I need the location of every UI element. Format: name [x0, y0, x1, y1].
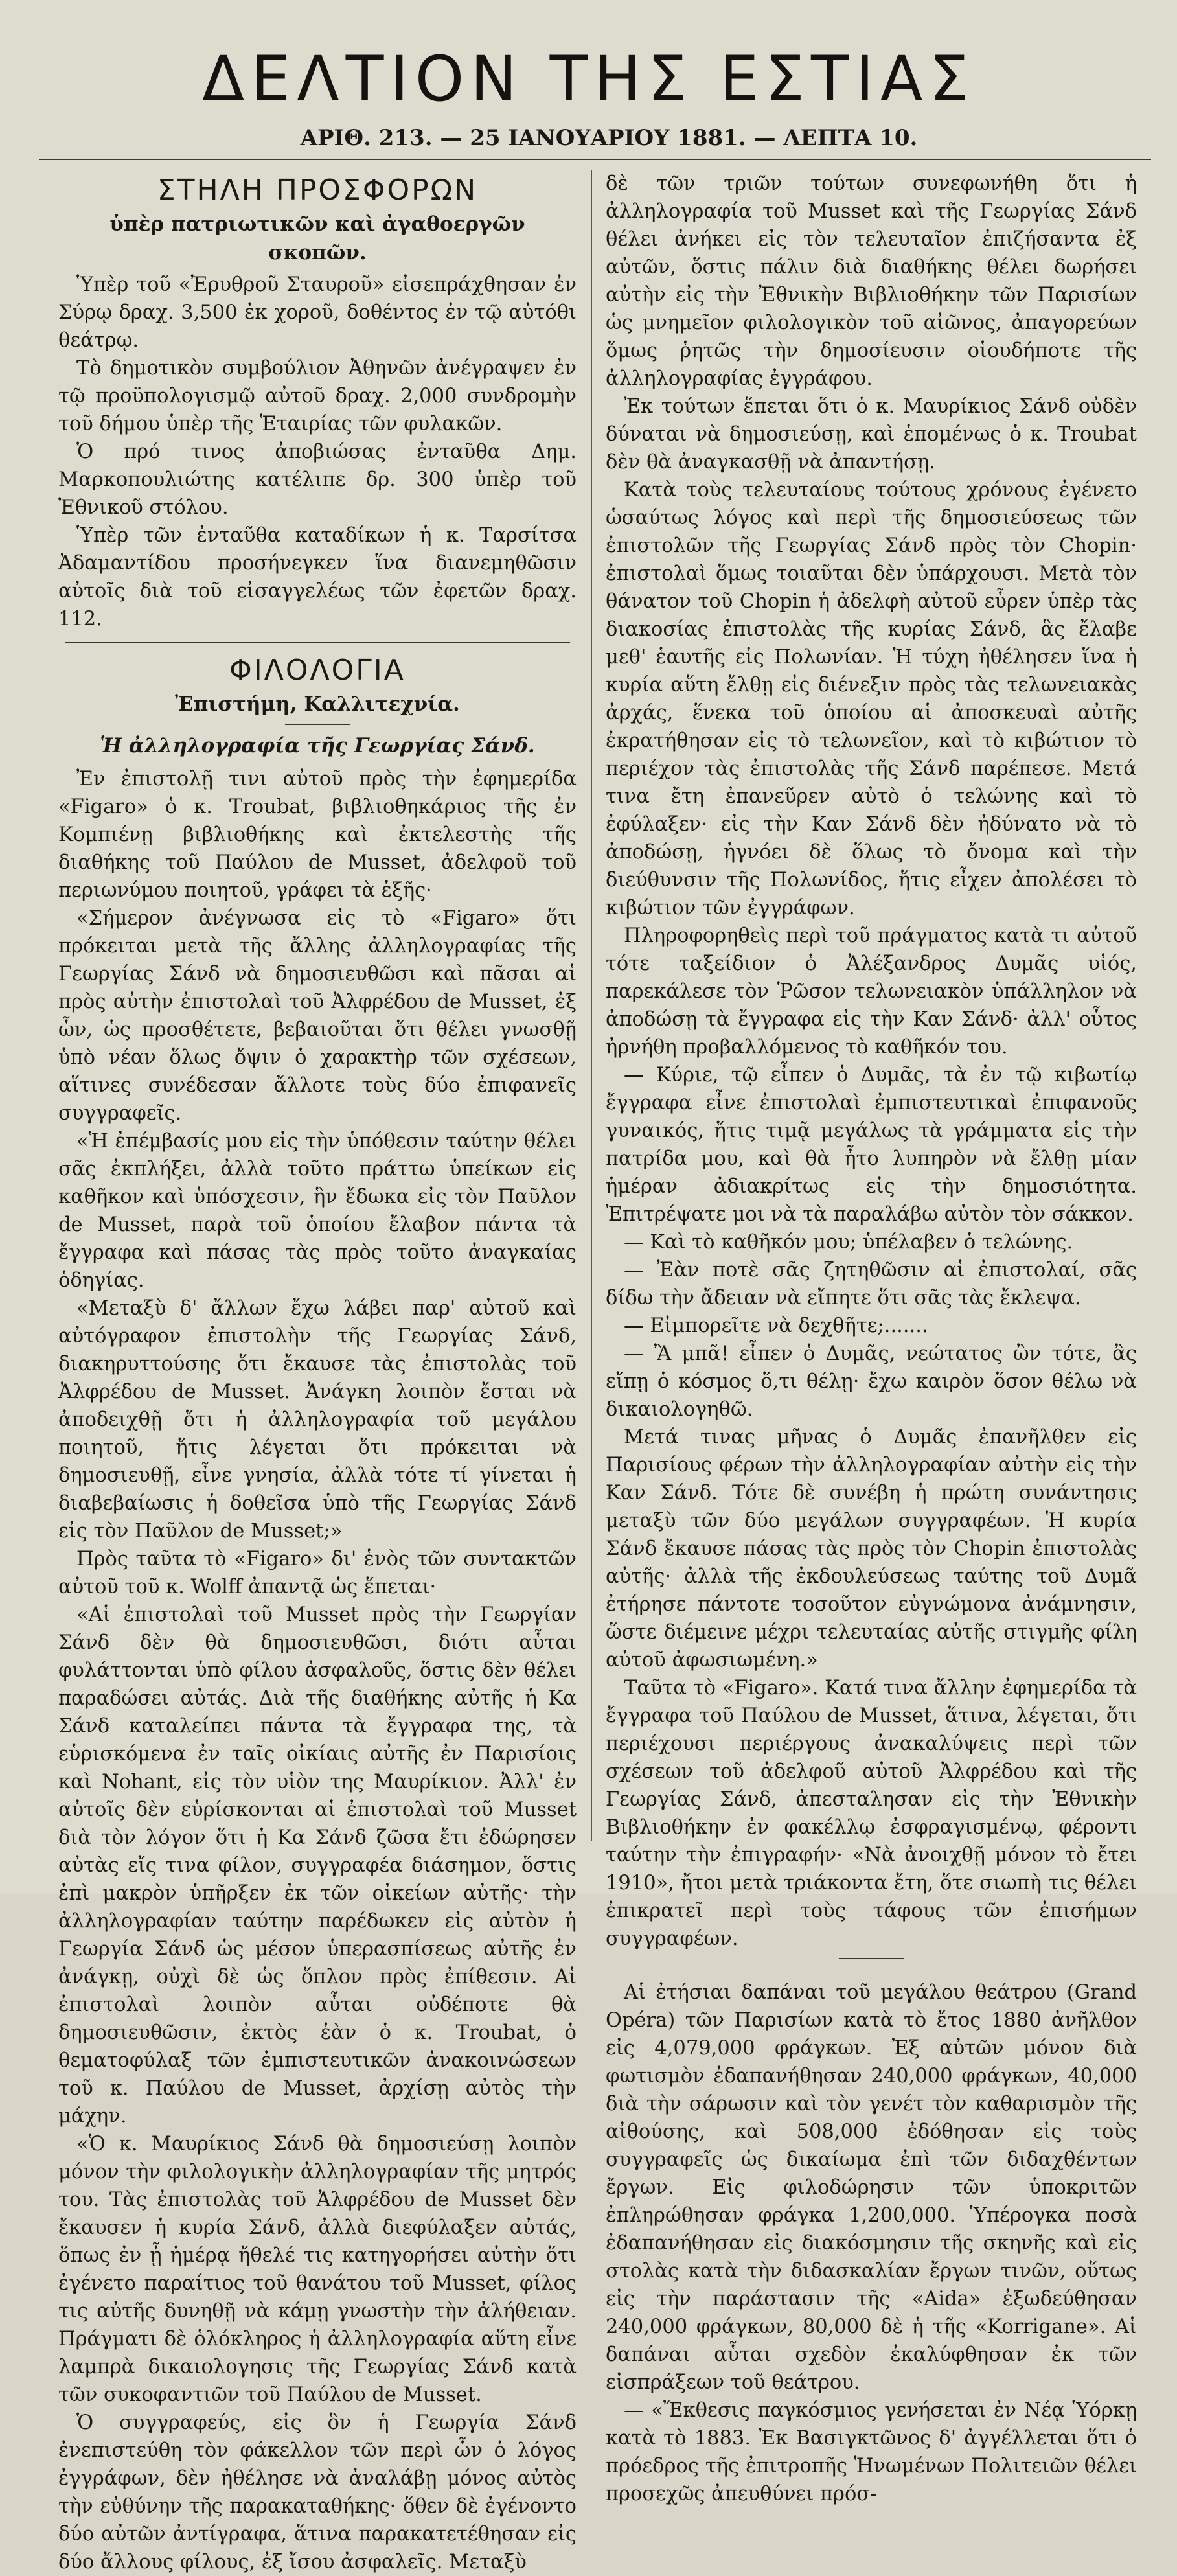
article-paragraph: «Ὁ κ. Μαυρίκιος Σάνδ θὰ δημοσιεύσῃ λοιπὸν μόνον τὴν φιλολογικὴν ἀλληλογραφίαν τῆς μητρός του. Τὰς ἐπιστολὰς τοῦ Ἀλφρέδου de Musset δὲν ἔκαυσεν ἡ κυρία Σάνδ, ἀλλὰ διεφύλαξεν αὐτάς, ὅπως ἐν ᾗ ἡμέρᾳ ἤθελέ τις κατηγορήσει αὐτὴν ὅτι ἐγένετο παραίτιος τοῦ θανάτου τοῦ Musset, φίλος τις αὐτῆς δυνηθῇ νὰ κάμῃ γνωστὴν τὴν ἀλήθειαν. Πράγματι δὲ ὁλόκληρος ἡ ἀλληλογραφία αὕτη εἶνε λαμπρὰ δικαιολογησις τῆς Γεωργίας Σάνδ κατὰ τῶν συκοφαντιῶν τοῦ Παύλου de Musset. [58, 2133, 577, 2406]
philology-heading: ΦΙΛΟΛΟΓΙΑ [229, 654, 406, 687]
left-column [58, 170, 577, 2573]
short-divider [285, 724, 350, 725]
article-paragraph: Ἐν ἐπιστολῇ τινι αὐτοῦ πρὸς τὴν ἐφημερίδα «Figaro» ὁ κ. Troubat, βιβλιοθηκάριος τῆς ἐν Κομπιένῃ βιβλιοθήκης καὶ ἐκτελεστὴς τῆς διαθήκης τοῦ Παύλου de Musset, ἀδελφοῦ τοῦ περιωνύμου ποιητοῦ, γράφει τὰ ἑξῆς· [58, 768, 577, 902]
issue-line: ΑΡΙΘ. 213. — 25 ΙΑΝΟΥΑΡΙΟΥ 1881. — ΛΕΠΤΑ 10. [300, 125, 918, 151]
article-paragraph: Κατὰ τοὺς τελευταίους τούτους χρόνους ἐγένετο ὡσαύτως λόγος καὶ περὶ τῆς δημοσιεύσεως τῶν ἐπιστολῶν τῆς Γεωργίας Σάνδ πρὸς τὸν Chopin· ἐπιστολαὶ ὅμως τοιαῦται δὲν ὑπάρχουσι. Μετὰ τὸν θάνατον τοῦ Chopin ἡ ἀδελφὴ αὐτοῦ εὗρεν ὑπὲρ τὰς διακοσίας ἐπιστολὰς τῆς κυρίας Σάνδ, ἃς ἔλαβε μεθ' ἑαυτῆς εἰς Πολωνίαν. Ἡ τύχη ἠθέλησεν ἵνα ἡ κυρία αὕτη ἔλθῃ εἰς διένεξιν πρὸς τὰς τελωνειακὰς ἀρχάς, ἕνεκα τοῦ ὁποίου αἱ ἀποσκευαὶ αὐτῆς ἐκρατήθησαν εἰς τὸ τελωνεῖον, καὶ τὸ κιβώτιον τὸ περιέχον τὰς ἐπιστολὰς τῆς Σάνδ παρέπεσε. Μετά τινα ἔτη ἐπανεῦρεν αὐτὸ ὁ τελώνης καὶ τὸ ἐφύλαξεν· εἰς τὴν Καν Σάνδ δὲν ἠδύνατο νὰ τὸ ἀποδώσῃ, ἠγνόει δὲ ὅλως τὸ ὄνομα καὶ τὴν διεύθυνσιν τῆς Πολωνίδος, ἥτις εἶχεν ἀπολέσει τὸ κιβώτιον τῶν ἐγγράφων. [606, 479, 1137, 919]
dialogue-line: — Καὶ τὸ καθῆκόν μου; ὑπέλαβεν ὁ τελώνης. [624, 1231, 1073, 1254]
offers-item: Ὑπὲρ τοῦ «Ἐρυθροῦ Σταυροῦ» εἰσεπράχθησαν ἐν Σύρῳ δραχ. 3,500 ἐκ χοροῦ, δοθέντος ἐν τῷ αὐτόθι θεάτρῳ. [58, 273, 577, 352]
philology-subheading: Ἐπιστήμη, Καλλιτεχνία. [175, 693, 460, 716]
article-paragraph: Πρὸς ταῦτα τὸ «Figaro» δι' ἑνὸς τῶν συντακτῶν αὐτοῦ τοῦ κ. Wolff ἀπαντᾷ ὡς ἕπεται· [58, 1548, 577, 1598]
article-paragraph: «Αἱ ἐπιστολαὶ τοῦ Musset πρὸς τὴν Γεωργίαν Σάνδ δὲν θὰ δημοσιευθῶσι, διότι αὗται φυλάττονται ὑπὸ φίλου ἀσφαλοῦς, ὅστις δὲν θέλει παραδώσει αὐτάς. Διὰ τῆς διαθήκης αὐτῆς ἡ Κα Σάνδ καταλείπει πάντα τὰ ἔγγραφα της, τὰ εὑρισκόμενα ἐν ταῖς οἰκίαις αὐτῆς ἐν Παρισίοις καὶ Nohant, εἰς τὸν υἱὸν της Μαυρίκιον. Ἀλλ' ἐν αὐτοῖς δὲν εὑρίσκονται αἱ ἐπιστολαὶ τοῦ Musset διὰ τὸν λόγον ὅτι ἡ Κα Σάνδ ζῶσα ἔτι ἐδώρησεν αὐτὰς εἴς τινα φίλον, συγγραφέα διάσημον, ὅστις ἐπὶ μακρὸν ὑπῆρξεν ἐκ τῶν οἰκείων αὐτῆς· τὴν ἀλληλογραφίαν ταύτην παρέδωκεν εἰς αὐτὸν ἡ Γεωργία Σάνδ ὡς μέσον ὑπερασπίσεως αὐτῆς ἐν ἀνάγκῃ, οὐχὶ δὲ ὡς ὅπλον πρὸς ἐπίθεσιν. Αἱ ἐπιστολαὶ λοιπὸν αὗται οὐδέποτε θὰ δημοσιευθῶσιν, ἐκτὸς ἐὰν ὁ κ. Troubat, ὁ θεματοφύλαξ τῶν ἐμπιστευτικῶν ἀνακοινώσεων τοῦ κ. Παύλου de Musset, ἀρχίσῃ αὐτὸς τὴν μάχην. [58, 1604, 577, 2128]
dialogue-line: — Ἂ μπᾶ! εἶπεν ὁ Δυμᾶς, νεώτατος ὢν τότε, ἂς εἴπῃ ὁ κόσμος ὅ,τι θέλῃ· ἔχω καιρὸν ὅσον θέλω νὰ δικαιολογηθῶ. [606, 1342, 1137, 1421]
article-paragraph: «Μεταξὺ δ' ἄλλων ἔχω λάβει παρ' αὐτοῦ καὶ αὐτόγραφον ἐπιστολὴν τῆς Γεωργίας Σάνδ, διακηρυττούσης ὅτι ἔκαυσε τὰς ἐπιστολὰς τοῦ Ἀλφρέδου de Musset. Ἀνάγκη λοιπὸν ἔσται νὰ ἀποδειχθῇ ὅτι ἡ ἀλληλογραφία τοῦ μεγάλου ποιητοῦ, ἥτις λέγεται ὅτι πρόκειται νὰ δημοσιευθῇ, εἶνε γνησία, ἀλλὰ τότε τί γίνεται ἡ διαβεβαίωσις ἡ δοθεῖσα ὑπὸ τῆς Γεωργίας Σάνδ εἰς τὸν Παῦλον de Musset;» [58, 1297, 577, 1543]
article-paragraph: «Σήμερον ἀνέγνωσα εἰς τὸ «Figaro» ὅτι πρόκειται μετὰ τῆς ἄλλης ἀλληλογραφίας τῆς Γεωργίας Σάνδ νὰ δημοσιευθῶσι καὶ πᾶσαι αἱ πρὸς αὐτὴν ἐπιστολαὶ τοῦ Ἀλφρέδου de Musset, ἐξ ὧν, ὡς προσθέτετε, βεβαιοῦται ὅτι θέλει γνωσθῇ ὑπὸ νέαν ὅλως ὄψιν ὁ χαρακτὴρ τῶν σχέσεων, αἵτινες συνέδεσαν ἄλλοτε τοὺς δύο ἐπιφανεῖς συγγραφεῖς. [58, 907, 577, 1125]
dialogue-line: — Εἰμπορεῖτε νὰ δεχθῆτε;....... [624, 1315, 928, 1337]
article-paragraph: Ἐκ τούτων ἕπεται ὅτι ὁ κ. Μαυρίκιος Σάνδ οὐδὲν δύναται νὰ δημοσιεύσῃ, καὶ ἑπομένως ὁ κ. Troubat δὲν θὰ ἀναγκασθῇ νὰ ἀπαντήσῃ. [606, 395, 1137, 474]
article-paragraph: Ὁ συγγραφεύς, εἰς ὃν ἡ Γεωργία Σάνδ ἐνεπιστεύθη τὸν φάκελλον τῶν περὶ ὧν ὁ λόγος ἐγγράφων, δὲν ἠθέλησε νὰ ἀναλάβῃ μόνος αὐτὸς τὴν εὐθύνην τῆς παρακαταθήκης· ὅθεν δὲ ἐγένοντο δύο αὐτῶν ἀντίγραφα, ἅτινα παρακατετέθησαν εἰς δύο ἄλλους φίλους, ἐξ ἴσου ἀσφαλεῖς. Μεταξὺ [58, 2411, 577, 2573]
news-paragraph: — «Ἔκθεσις παγκόσμιος γενήσεται ἐν Νέᾳ Ὑόρκῃ κατὰ τὸ 1883. Ἐκ Βασιγκτῶνος δ' ἀγγέλλεται ὅτι ὁ πρόεδρος τῆς ἐπιτροπῆς Ἡνωμένων Πολιτειῶν θέλει προσεχῶς ἀπευθύνει πρόσ- [606, 2399, 1137, 2505]
offers-item: Ὁ πρό τινος ἀποβιώσας ἐνταῦθα Δημ. Μαρκοπουλιώτης κατέλιπε δρ. 300 ὑπὲρ τοῦ Ἐθνικοῦ στόλου. [58, 441, 577, 519]
short-divider [839, 1958, 904, 1959]
offers-item: Ὑπὲρ τῶν ἐνταῦθα καταδίκων ἡ κ. Ταρσίτσα Ἀδαμαντίδου προσήνεγκεν ἵνα διανεμηθῶσιν αὐτοῖς διὰ τοῦ εἰσαγγελέως τῶν ἐφετῶν δραχ. 112. [58, 524, 577, 630]
section-divider [65, 642, 570, 643]
offers-heading: ΣΤΗΛΗ ΠΡΟΣΦΟΡΩΝ [157, 174, 478, 207]
masthead [0, 40, 1177, 118]
offers-item: Τὸ δημοτικὸν συμβούλιον Ἀθηνῶν ἀνέγραψεν ἐν τῷ προϋπολογισμῷ αὐτοῦ δραχ. 2,000 συνδρομὴν τοῦ δήμου ὑπὲρ τῆς Ἑταιρίας τῶν φυλακῶν. [58, 357, 577, 435]
right-column [606, 170, 1137, 2505]
article-paragraph: Μετά τινας μῆνας ὁ Δυμᾶς ἐπανῆλθεν εἰς Παρισίους φέρων τὴν ἀλληλογραφίαν αὐτὴν εἰς τὴν Καν Σάνδ. Τότε δὲ συνέβη ἡ πρώτη συνάντησις μεταξὺ τῶν δύο μεγάλων συγγραφέων. Ἡ κυρία Σάνδ ἔκαυσε πάσας τὰς πρὸς τὸν Chopin ἐπιστολὰς αὐτῆς· ἀλλὰ τῆς ἐκδουλεύσεως ταύτης τοῦ Δυμᾶ ἐτήρησε πάντοτε τοσοῦτον εὐγνώμονα ἀνάμνησιν, ὥστε διέμεινε μέχρι τελευταίας αὐτῆς στιγμῆς φίλη αὐτοῦ ἀφωσιωμένη.» [606, 1426, 1137, 1672]
article-paragraph: Πληροφορηθεὶς περὶ τοῦ πράγματος κατὰ τι αὐτοῦ τότε ταξείδιον ὁ Ἀλέξανδρος Δυμᾶς υἱός, παρεκάλεσε τὸν Ῥῶσον τελωνειακὸν ὑπάλληλον νὰ ἀποδώσῃ τὰ ἔγγραφα εἰς τὴν Καν Σάνδ· ἀλλ' οὗτος ἠρνήθη προβαλλόμενος τὸ καθῆκόν του. [606, 925, 1137, 1059]
article-paragraph: Ταῦτα τὸ «Figaro». Κατά τινα ἄλλην ἐφημερίδα τὰ ἔγγραφα τοῦ Παύλου de Musset, ἅτινα, λέγεται, ὅτι περιέχουσι περιέργους ἀνακαλύψεις περὶ τῶν σχέσεων τοῦ ἀδελφοῦ αὐτοῦ Ἀλφρέδου καὶ τῆς Γεωργίας Σάνδ, ἀπεσταλησαν εἰς τὴν Ἐθνικὴν Βιβλιοθήκην ἐν φακέλλῳ ἐσφραγισμένῳ, φέροντι ταύτην τὴν ἐπιγραφήν· «Νὰ ἀνοιχθῇ μόνον τὸ ἔτει 1910», ἤτοι μετὰ τριάκοντα ἔτη, ὅτε σιωπὴ τις θέλει ἐπικρατεῖ περὶ τοὺς τάφους τῶν ἐπισήμων συγγραφέων. [606, 1677, 1137, 1950]
dialogue-line: — Ἐὰν ποτὲ σᾶς ζητηθῶσιν αἱ ἐπιστολαί, σᾶς δίδω τὴν ἄδειαν νὰ εἴπητε ὅτι σᾶς τὰς ἔκλεψα. [606, 1259, 1137, 1309]
dialogue-line: — Κύριε, τῷ εἶπεν ὁ Δυμᾶς, τὰ ἐν τῷ κιβωτίῳ ἔγγραφα εἶνε ἐπιστολαὶ ἐμπιστευτικαὶ ἐπιφανοῦς γυναικός, ἥτις τιμᾷ μεγάλως τὰ γράμματα εἰς τὴν πατρίδα μου, καὶ θὰ ἦτο λυπηρὸν νὰ ἔλθῃ μίαν ἡμέραν ἀδιακρίτως εἰς τὴν δημοσιότητα. Ἐπιτρέψατε μοι νὰ τὰ παραλάβω αὐτὸν τὸν σάκκον. [606, 1064, 1137, 1226]
news-paragraph: Αἱ ἐτήσιαι δαπάναι τοῦ μεγάλου θεάτρου (Grand Opéra) τῶν Παρισίων κατὰ τὸ ἔτος 1880 ἀνῆλθον εἰς 4,079,000 φράγκων. Ἐξ αὐτῶν μόνον διὰ φωτισμὸν ἐδαπανήθησαν 240,000 φράγκων, 40,000 διὰ τὴν σάρωσιν καὶ τὸν γενέτ τὸν καθαρισμὸν τῆς αἰθούσης, καὶ 508,000 ἐδόθησαν εἰς τοὺς συγγραφεῖς ὡς δικαίωμα ἐπὶ τῶν διδαχθέντων ἔργων. Εἰς φιλοδώρησιν τῶν ὑποκριτῶν ἐπληρώθησαν φράγκα 1,200,000. Ὑπέρογκα ποσὰ ἐδαπανήθησαν εἰς διακόσμησιν τῆς σκηνῆς καὶ εἰς στολὰς κατὰ τὴν διδασκαλίαν ἔργων τινῶν, οὕτως εἰς τὴν παράστασιν τῆς «Aida» ἐξωδεύθησαν 240,000 φράγκων, 80,000 δὲ ἡ τῆς «Korrigane». Αἱ δαπάναι αὗται σχεδὸν ἐκαλύφθησαν ἐκ τῶν εἰσπράξεων τοῦ θεάτρου. [606, 1981, 1137, 2394]
article-paragraph: «Ἡ ἐπέμβασίς μου εἰς τὴν ὑπόθεσιν ταύτην θέλει σᾶς ἐκπλήξει, ἀλλὰ τοῦτο πράττω ὑπείκων εἰς καθῆκον καὶ ὑπόσχεσιν, ἣν ἔδωκα εἰς τὸν Παῦλον de Musset, παρὰ τοῦ ὁποίου ἔλαβον πάντα τὰ ἔγγραφα καὶ πάσας τὰς πρὸς τοῦτο ἀναγκαίας ὁδηγίας. [58, 1130, 577, 1292]
article-title: Ἡ ἀλληλογραφία τῆς Γεωργίας Σάνδ. [100, 734, 535, 757]
article-paragraph: δὲ τῶν τριῶν τούτων συνεφωνήθη ὅτι ἡ ἀλληλογραφία τοῦ Musset καὶ τῆς Γεωργίας Σάνδ θέλει ἀνήκει εἰς τὸν τελευταῖον ἐπιζήσαντα ἐξ αὐτῶν, ὅστις πάλιν διὰ διαθήκης θέλει δωρήσει αὐτὴν εἰς τὴν Ἐθνικὴν Βιβλιοθήκην τῶν Παρισίων ὡς μνημεῖον φιλολογικὸν τοῦ αἰῶνος, ἀπαγορεύων ὅμως ῥητῶς τὴν δημοσίευσιν οἱουδήποτε τῆς ἀλληλογραφίας ἐγγράφου. [606, 172, 1137, 390]
offers-subheading: ὑπὲρ πατριωτικῶν καὶ ἀγαθοεργῶν σκοπῶν. [109, 213, 525, 264]
masthead-rule [39, 159, 1151, 160]
spacer [606, 1964, 1137, 1979]
column-rule [591, 170, 592, 1841]
newspaper-title: ΔΕΛΤΙΟΝ ΤΗΣ ΕΣΤΙΑΣ [201, 43, 976, 115]
